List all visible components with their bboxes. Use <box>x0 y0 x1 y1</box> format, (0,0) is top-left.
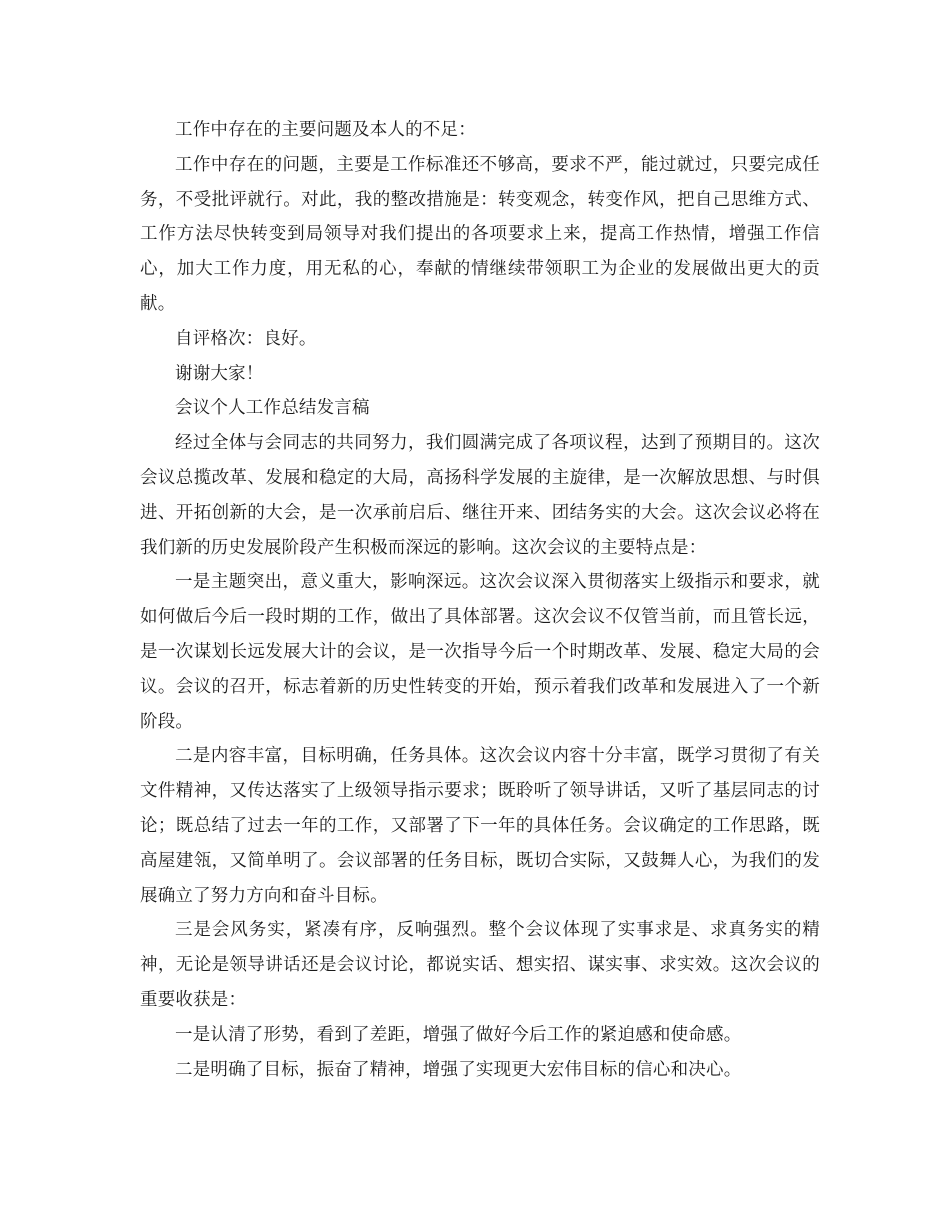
paragraph-feature-three: 三是会风务实，紧凑有序，反响强烈。整个会议体现了实事求是、求真务实的精神，无论是领导讲话还是会议讨论，都说实话、想实招、谋实事、求实效。这次会议的重要收获是： <box>140 920 820 1010</box>
paragraph-problems-heading: 工作中存在的主要问题及本人的不足： <box>175 120 476 140</box>
paragraph-speech-title: 会议个人工作总结发言稿 <box>175 398 370 419</box>
paragraph-thanks: 谢谢大家！ <box>175 363 264 384</box>
document-body <box>140 113 820 1087</box>
paragraph-feature-two: 二是内容丰富，目标明确，任务具体。这次会议内容十分丰富，既学习贯彻了有关文件精神，又传达落实了上级领导指示要求；既聆听了领导讲话，又听了基层同志的讨论；既总结了过去一年的工作，又部署了下一年的具体任务。会议确定的工作思路，既高屋建瓴，又简单明了。会议部署的任务目标，既切合实际，又鼓舞人心，为我们的发展确立了努力方向和奋斗目标。 <box>140 746 820 906</box>
paragraph-gain-one: 一是认清了形势，看到了差距，增强了做好今后工作的紧迫感和使命感。 <box>175 1024 742 1045</box>
paragraph-self-rating: 自评格次：良好。 <box>175 328 317 349</box>
paragraph-gain-two: 二是明确了目标，振奋了精神，增强了实现更大宏伟目标的信心和决心。 <box>175 1059 742 1080</box>
paragraph-feature-one: 一是主题突出，意义重大，影响深远。这次会议深入贯彻落实上级指示和要求，就如何做后今后一段时期的工作，做出了具体部署。这次会议不仅管当前，而且管长远，是一次谋划长远发展大计的会议，是一次指导今后一个时期改革、发展、稳定大局的会议。会议的召开，标志着新的历史性转变的开始，预示着我们改革和发展进入了一个新阶段。 <box>140 572 820 732</box>
paragraph-meeting-intro: 经过全体与会同志的共同努力，我们圆满完成了各项议程，达到了预期目的。这次会议总揽改革、发展和稳定的大局，高扬科学发展的主旋律，是一次解放思想、与时俱进、开拓创新的大会，是一次承前启后、继往开来、团结务实的大会。这次会议必将在我们新的历史发展阶段产生积极而深远的影响。这次会议的主要特点是： <box>140 433 820 558</box>
paragraph-problems-detail: 工作中存在的问题，主要是工作标准还不够高，要求不严，能过就过，只要完成任务，不受批评就行。对此，我的整改措施是：转变观念，转变作风，把自己思维方式、工作方法尽快转变到局领导对我们提出的各项要求上来，提高工作热情，增强工作信心，加大工作力度，用无私的心，奉献的情继续带领职工为企业的发展做出更大的贡献。 <box>140 154 820 314</box>
